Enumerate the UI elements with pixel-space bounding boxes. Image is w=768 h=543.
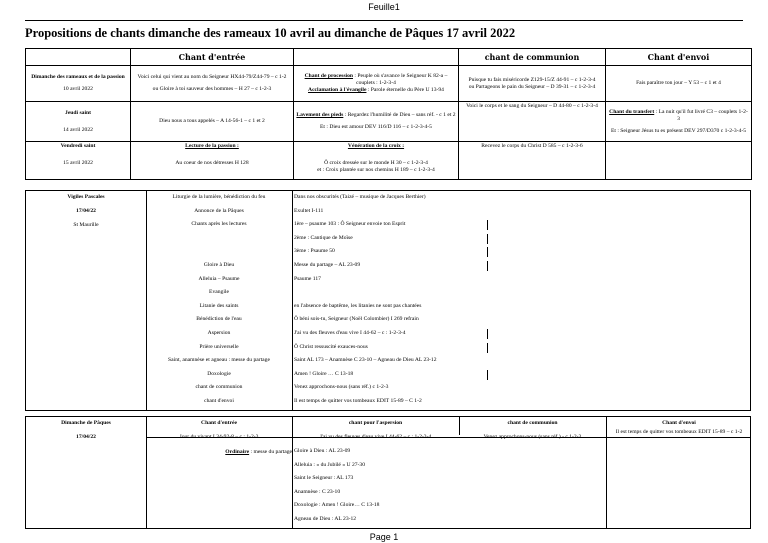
vigiles-row xyxy=(26,327,750,339)
vigiles-chant: en l'absence de baptême, les litanies ne sont pas chantées xyxy=(294,302,422,309)
paques-h-envoi: Chant d'envoi xyxy=(662,420,696,426)
header-blank xyxy=(294,49,459,66)
corner-cell xyxy=(26,49,131,66)
vigiles-step: Evangile xyxy=(209,289,229,296)
vendredi-croix-cell xyxy=(294,142,459,180)
vigiles-step: Annonce de la Pâques xyxy=(194,207,244,214)
vigiles-row xyxy=(26,368,750,380)
vigiles-step: Gloire à Dieu xyxy=(203,262,235,268)
vigiles-step: Prière universelle xyxy=(199,343,239,350)
paques-entree: Jour du vivant I 34-92-8 – c : 1-2-3 xyxy=(179,434,259,440)
vigiles-step: chant de communion xyxy=(195,384,243,391)
vigiles-title: Vigiles Pascales xyxy=(67,194,105,200)
jeudi-pieds-cell xyxy=(294,102,459,142)
pieds-label: Lavement des pieds xyxy=(296,112,344,118)
vigiles-chant: J'ai vu des fleuves d'eau vive I 44-62 – c : 1-2-3-4 xyxy=(294,330,406,336)
vigiles-chant: 3ème : Psaume 50 xyxy=(294,248,335,255)
vigiles-step: Liturgie de la lumière, bénédiction du feu xyxy=(172,194,266,200)
vigiles-cell-border xyxy=(487,234,488,244)
vendredi-day: Vendredi saint xyxy=(60,143,96,149)
rameaux-entree-cell xyxy=(131,66,294,102)
vigiles-chant: Messe du partage – AL 23-09 xyxy=(294,262,361,268)
croix-1: Ô croix dressée sur le monde H 30 – c 1-2-3-4 xyxy=(324,160,428,166)
vigiles-step: Saint, anamnèse et agneau : messe du partage xyxy=(168,357,270,364)
vigiles-cell-border xyxy=(487,261,488,271)
jeudi-envoi-cell xyxy=(606,102,752,142)
vigiles-chant: Psaume 117 xyxy=(294,275,321,282)
vigiles-date: 17/04/22 xyxy=(76,208,96,214)
vigiles-cell-border xyxy=(487,370,488,380)
jeudi-envoi-2: Et : Seigneur Jésus tu es présent DEV 297/D370 c 1-2-3-4-5 xyxy=(610,127,747,134)
transfert-text: : La nuit qu'il fut livré C3 – couplets 1-2-3 xyxy=(654,108,748,122)
holy-week-table xyxy=(25,48,752,180)
vigiles-chant: 2ème : Cantique de Moïse xyxy=(294,234,353,241)
rameaux-date: 10 avril 2022 xyxy=(63,86,93,92)
page-title: Propositions de chants dimanche des rameaux 10 avril au dimanche de Pâques 17 avril 2022 xyxy=(25,26,516,40)
vigiles-row xyxy=(26,381,750,393)
vigiles-row xyxy=(26,300,750,312)
vigiles-row xyxy=(26,218,750,230)
vigiles-row xyxy=(26,273,750,285)
paques-h-entree: Chant d'entrée xyxy=(201,420,237,426)
croix-2: et : Croix plantée sur nos chemins H 189 – c 1-2-3-4 xyxy=(317,167,435,173)
jeudi-entree: Dieu nous a tous appelés – A 14-56-1 – c 1 et 2 xyxy=(131,102,294,142)
vendredi-envoi xyxy=(606,142,752,180)
vigiles-chant: Venez approchons-nous (sans réf.) c 1-2-3 xyxy=(294,384,389,391)
ordinaire-item: Saint le Seigneur : AL 173 xyxy=(294,475,354,481)
vendredi-comm: Recevez le corps du Christ D 585 – c 1-2-3-6 xyxy=(459,142,606,180)
paques-ordinaire-cell xyxy=(146,449,292,456)
croix-label: Vénération de la croix : xyxy=(347,143,405,149)
paques-date: 17/04/22 xyxy=(76,434,96,440)
vigiles-row xyxy=(26,191,750,203)
vigiles-cell-border xyxy=(487,329,488,339)
paques-block xyxy=(25,416,751,529)
ordinaire-text: : messe du partage xyxy=(249,449,292,455)
passion-label: Lecture de la passion : xyxy=(185,143,239,149)
rameaux-comm-2: ou Partageons le pain du Seigneur – D 39-31 – c 1-2-3-4 xyxy=(468,83,596,90)
vigiles-chant: 1ère – psaume 103 : Ô Seigneur envoie ton Esprit xyxy=(294,221,406,228)
procession-text: : Peuple où s'avance le Seigneur K 82-a – couplets : 1-2-3-4 xyxy=(353,73,448,86)
ordinaire-item: Alleluia : « du Jubilé » U 27-30 xyxy=(294,461,366,468)
vigiles-row xyxy=(26,205,750,217)
vendredi-passion-cell xyxy=(131,142,294,180)
procession-label: Chant de procession xyxy=(304,73,353,79)
vigiles-chant: Ô Christ ressuscité exauces-nous xyxy=(294,343,368,350)
vendredi-day-cell xyxy=(26,142,131,180)
jeudi-day: Jeudi saint xyxy=(65,109,91,116)
jeudi-day-cell xyxy=(26,102,131,142)
passion-text: Au coeur de nos détresses H 128 xyxy=(175,160,249,166)
vigiles-step: chant d'envoi xyxy=(204,398,234,404)
vigiles-place: St Maurille xyxy=(73,222,99,228)
rameaux-communion-cell xyxy=(459,66,606,102)
vigiles-step: Litanie des saints xyxy=(199,302,239,309)
paques-envoi: Il est temps de quitter vos tombeaux EDIT 15-89 – c 1-2 xyxy=(615,429,743,435)
vigiles-chant: Ô béni sois-tu, Seigneur (Noël Colombier) I 269 refrain xyxy=(294,316,419,323)
vigiles-chant: Exultet I-111 xyxy=(294,207,324,214)
paques-divider-4 xyxy=(606,417,607,528)
vigiles-step: Chants après les lectures xyxy=(191,221,247,228)
paques-day: Dimanche de Pâques xyxy=(61,420,111,426)
vigiles-cell-border xyxy=(487,247,488,257)
vigiles-chant: Dans nos obscurités (Taizé – musique de Jacques Berthier) xyxy=(294,194,426,200)
vigiles-row xyxy=(26,232,750,244)
rameaux-procession-cell xyxy=(294,66,459,102)
vigiles-chant: Saint AL 173 – Anamnèse C 23-10 – Agneau de Dieu AL 23-12 xyxy=(294,357,437,364)
paques-communion: Venez approchons-nous (sans réf.) - c 1-2-3 xyxy=(483,434,582,440)
vigiles-block xyxy=(25,190,751,411)
paques-h-communion: chant de communion xyxy=(507,420,558,426)
ordinaire-item: Anamnèse : C 23-10 xyxy=(294,488,341,495)
rameaux-day: Dimanche des rameaux et de la passion xyxy=(31,74,125,80)
vigiles-row xyxy=(26,341,750,353)
pieds-text: : Regardez l'humilité de Dieu – sans réf. - c 1 et 2 xyxy=(343,112,456,118)
ordinaire-item: Gloire à Dieu : AL 23-09 xyxy=(294,448,351,454)
vigiles-row xyxy=(26,259,750,271)
ordinaire-item: Agneau de Dieu : AL 23-12 xyxy=(294,515,357,522)
rameaux-entree-2: ou Gloire à toi sauveur des hommes – H 27 – c 1-2-3 xyxy=(152,86,272,92)
header-envoi: Chant d'envoi xyxy=(606,49,752,66)
vigiles-row xyxy=(26,395,750,407)
paques-h-aspersion: chant pour l'aspersion xyxy=(348,420,403,426)
jeudi-date: 14 avril 2022 xyxy=(63,126,93,133)
acclamation-label: Acclamation à l'évangile xyxy=(308,87,367,93)
vigiles-step: Aspersion xyxy=(207,330,231,336)
header-rule xyxy=(25,20,743,21)
header-entree: Chant d'entrée xyxy=(131,49,294,66)
jeudi-amour: Et : Dieu est amour DEV 116/D 116 – c 1-2-3-4-5 xyxy=(320,124,432,130)
transfert-label: Chant du transfert xyxy=(609,108,655,115)
sheet-name-header: Feuille1 xyxy=(368,2,400,12)
page-footer: Page 1 xyxy=(369,532,399,542)
vendredi-date: 15 avril 2022 xyxy=(63,160,93,166)
jeudi-comm: Voici le corps et le sang du Seigneur – D 44-80 – c 1-2-3-4 xyxy=(459,102,606,142)
rameaux-envoi: Fais paraître ton jour – Y 53 – c 1 et 4 xyxy=(606,66,752,102)
rameaux-day-cell xyxy=(26,66,131,102)
vigiles-cell-border xyxy=(487,343,488,353)
vigiles-step: Doxologie xyxy=(207,370,231,377)
ordinaire-label: Ordinaire xyxy=(225,449,250,455)
vigiles-row xyxy=(26,286,750,298)
vigiles-step: Alleluia – Psaume xyxy=(198,275,240,282)
vigiles-row xyxy=(26,245,750,257)
vigiles-step: Bénédiction de l'eau xyxy=(196,316,242,323)
vigiles-cell-border xyxy=(487,220,488,230)
acclamation-text: : Parole éternelle du Père U 13-94 xyxy=(366,87,444,93)
rameaux-entree-1: Voici celui qui vient au nom du Seigneur HX44-79/Z44-79 – c 1-2 xyxy=(137,74,287,80)
header-communion: chant de communion xyxy=(459,49,606,66)
vigiles-row xyxy=(26,354,750,366)
rameaux-comm-1: Puisque tu fais miséricorde Z129-15/Z 44-91 – c 1-2-3-4 xyxy=(468,76,596,83)
paques-aspersion: J'ai vu des fleuves d'eau vive I 44-62 – c : 1-2-3-4 xyxy=(319,434,432,440)
vigiles-row xyxy=(26,313,750,325)
vigiles-chant: Il est temps de quitter vos tombeaux EDIT 15-89 – C 1-2 xyxy=(294,398,422,404)
ordinaire-item: Doxologie : Amen ! Gloire… C 13-18 xyxy=(294,502,380,508)
vigiles-chant: Amen ! Gloire … C 13-18 xyxy=(294,370,354,377)
